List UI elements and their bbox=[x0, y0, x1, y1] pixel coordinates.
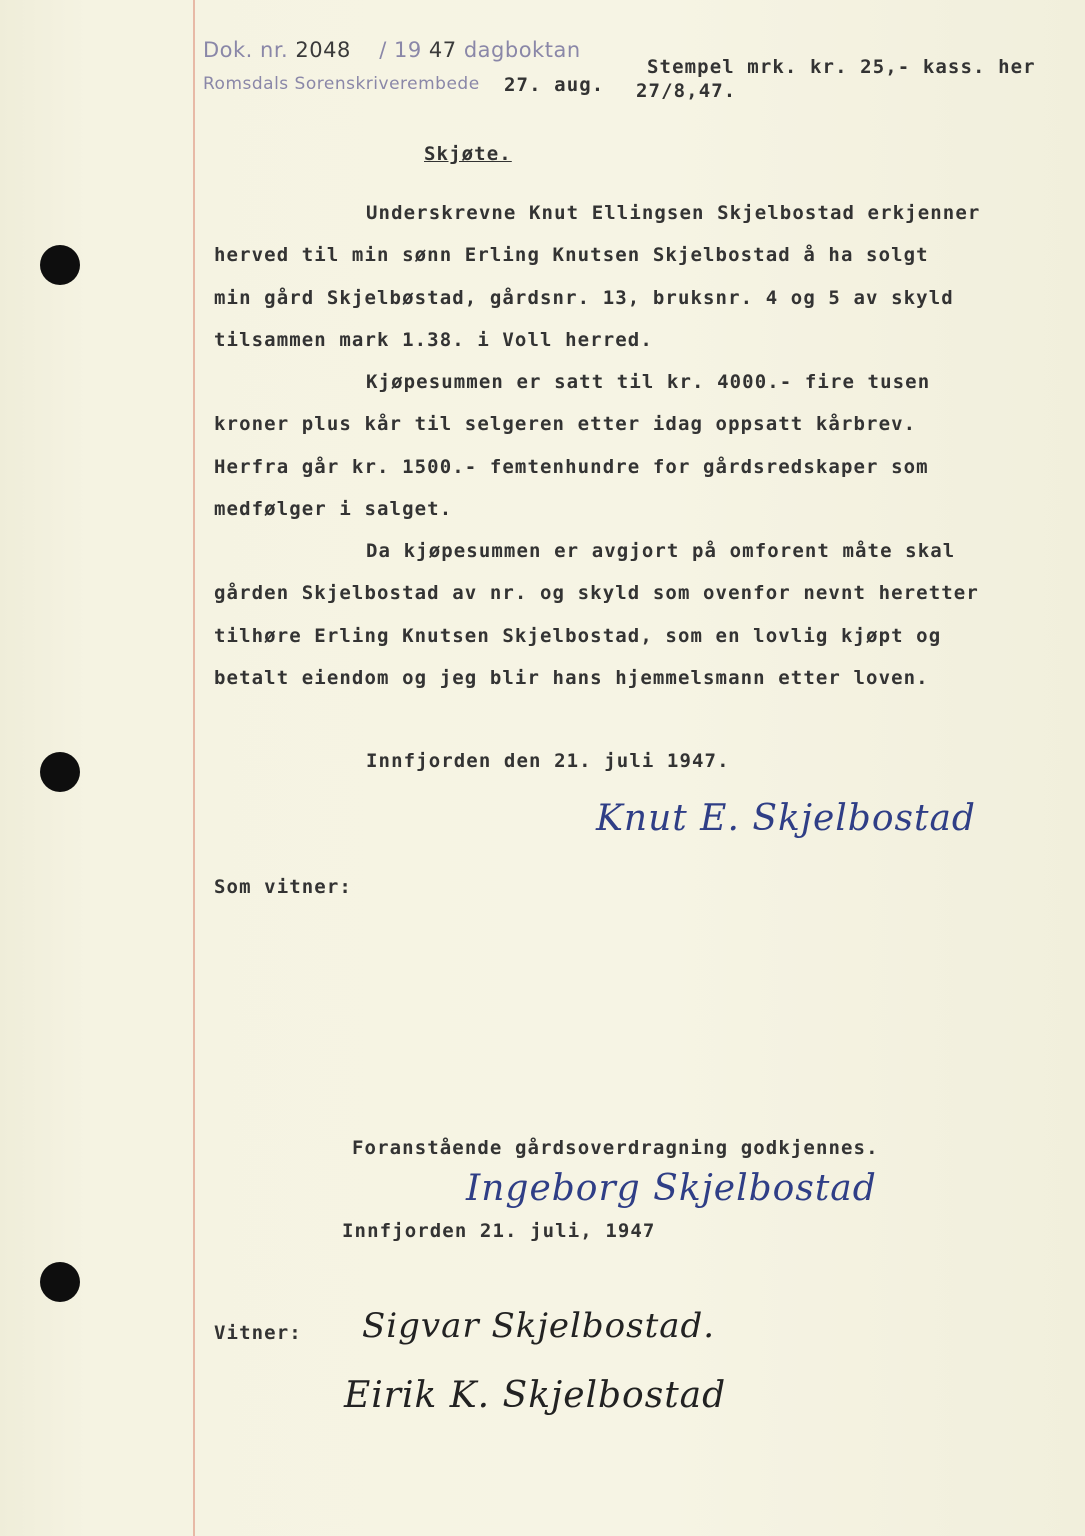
header-date: 27. aug. bbox=[504, 74, 605, 96]
witness-signature-2: Eirik K. Skjelbostad bbox=[344, 1375, 727, 1416]
stamp-doc-label: Dok. nr. bbox=[203, 38, 289, 62]
stamp-year: 47 bbox=[428, 38, 457, 62]
witness-label: Som vitner: bbox=[214, 876, 352, 898]
punch-hole bbox=[40, 752, 80, 792]
body-line: gården Skjelbostad av nr. og skyld som ovenfor nevnt heretter bbox=[214, 582, 979, 604]
body-line: min gård Skjelbøstad, gårdsnr. 13, bruksnr. 4 og 5 av skyld bbox=[214, 287, 954, 309]
approval-place-date: Innfjorden 21. juli, 1947 bbox=[342, 1220, 656, 1242]
approval-signature: Ingeborg Skjelbostad bbox=[466, 1168, 877, 1209]
body-line: Kjøpesummen er satt til kr. 4000.- fire tusen bbox=[366, 371, 931, 393]
approval-text: Foranstående gårdsoverdragning godkjennes. bbox=[352, 1137, 879, 1159]
stamp-book: dagboktan bbox=[463, 38, 581, 62]
stamp-doc-line bbox=[203, 38, 581, 62]
witness-signature-1: Sigvar Skjelbostad. bbox=[362, 1306, 716, 1346]
body-line: Da kjøpesummen er avgjort på omforent måte skal bbox=[366, 540, 956, 562]
document-title: Skjøte. bbox=[424, 143, 512, 165]
body-line: tilhøre Erling Knutsen Skjelbostad, som en lovlig kjøpt og bbox=[214, 625, 942, 647]
stamp-fee-line-2: 27/8,47. bbox=[636, 80, 737, 102]
punch-hole bbox=[40, 1262, 80, 1302]
stamp-office: Romsdals Sorenskriverembede bbox=[203, 74, 480, 94]
stamp-fee-line-1: Stempel mrk. kr. 25,- kass. her bbox=[647, 56, 1036, 78]
body-line: Underskrevne Knut Ellingsen Skjelbostad erkjenner bbox=[366, 202, 981, 224]
punch-hole bbox=[40, 245, 80, 285]
witnesses-label: Vitner: bbox=[214, 1322, 302, 1344]
body-line: betalt eiendom og jeg blir hans hjemmelsmann etter loven. bbox=[214, 667, 929, 689]
margin-line bbox=[193, 0, 195, 1536]
body-line: tilsammen mark 1.38. i Voll herred. bbox=[214, 329, 653, 351]
place-date: Innfjorden den 21. juli 1947. bbox=[366, 750, 730, 772]
seller-signature: Knut E. Skjelbostad bbox=[596, 798, 976, 839]
body-line: kroner plus kår til selgeren etter idag oppsatt kårbrev. bbox=[214, 413, 917, 435]
body-line: herved til min sønn Erling Knutsen Skjelbostad å ha solgt bbox=[214, 244, 929, 266]
stamp-year-sep: / 19 bbox=[379, 38, 422, 62]
body-line: Herfra går kr. 1500.- femtenhundre for gårdsredskaper som bbox=[214, 456, 929, 478]
stamp-doc-number: 2048 bbox=[295, 38, 351, 62]
body-line: medfølger i salget. bbox=[214, 498, 453, 520]
